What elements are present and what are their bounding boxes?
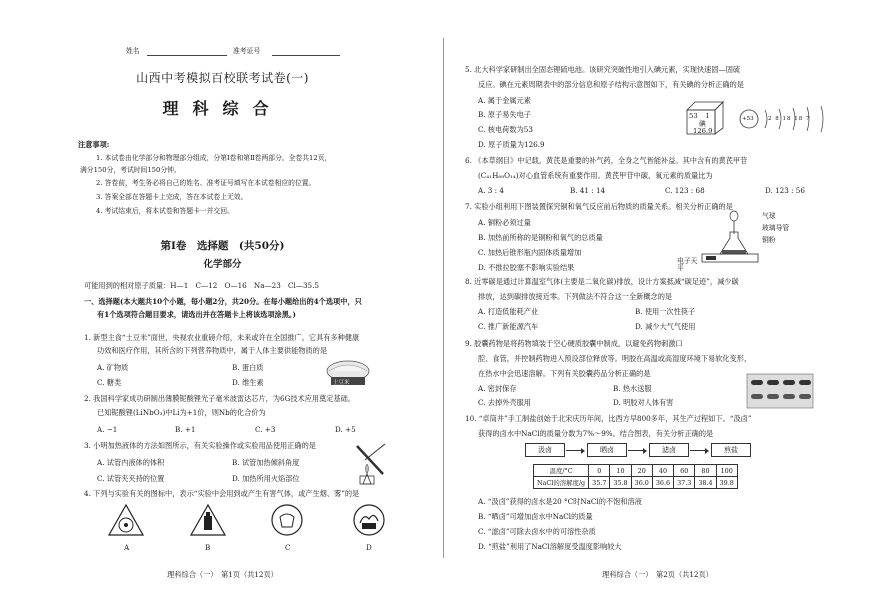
q2-option-c: C. +3	[255, 425, 276, 434]
q9-option-d: D. 明胶对人体有害	[613, 398, 674, 407]
q3-line-1: 3. 小明加热液体的方法如图所示，有关实验操作或实验用品使用正确的是	[84, 441, 316, 450]
table-cell: 100	[716, 465, 737, 477]
q3-option-c: C. 试管夹夹持的位置	[97, 474, 165, 483]
atomic-masses: 可能用到的相对原子质量：H—1 C—12 O—16 Na—23 Cl—35.5	[84, 281, 319, 290]
q9-option-c: C. 去掉外壳服用	[478, 398, 531, 407]
q6-option-c: C. 123 : 68	[665, 186, 705, 195]
hazard-symbol-d-icon	[352, 503, 386, 537]
notice-item-1b: 满分150分，考试时间150分钟。	[80, 166, 181, 174]
exam-title: 山西中考模拟百校联考试卷(一)	[136, 71, 309, 85]
table-cell: 37.3	[674, 477, 695, 489]
q10-option-b: B. “晒卤”可增加卤水中NaCl的质量	[478, 512, 593, 521]
q5-option-a: A. 属于金属元素	[478, 96, 531, 105]
notice-item-3: 3. 答案全部在答题卡上完成，答在本试卷上无效。	[96, 193, 248, 201]
rice-image-label: 土豆米	[333, 380, 350, 386]
solubility-table	[533, 464, 738, 489]
instruction-line-2: 有1个选项符合题目要求，请选出并在答题卡上将该选项涂黑。)	[97, 310, 296, 319]
q7-option-c: C. 加热后锥形瓶内固体质量增加	[478, 248, 582, 257]
q10-option-c: C. “滤卤”可除去卤水中的可溶性杂质	[478, 527, 596, 536]
q6-option-d: D. 123 : 56	[765, 186, 805, 195]
table-header-row	[534, 465, 738, 477]
table-cell: 10	[610, 465, 631, 477]
q2-line-1: 2. 我国科学家成功研制出薄膜铌酸锂光子毫米波雷达芯片，为6G技术应用奠定基础。	[84, 394, 356, 403]
q7-option-b: B. 加热前所称的是铜粉和氧气的总质量	[478, 233, 603, 242]
table-cell: 36.0	[631, 477, 652, 489]
notice-item-1: 1. 本试卷由化学部分和物理部分组成，分第Ⅰ卷和第Ⅱ卷两部分。全卷共12页，	[96, 154, 332, 162]
table-cell: 20	[631, 465, 652, 477]
q5-option-d: D. 原子质量为126.9	[478, 140, 545, 149]
notice-item-4: 4. 考试结束后，将本试卷和答题卡一并交回。	[96, 207, 234, 215]
instruction-line-1: 一、选择题(本大题共10个小题，每小题2分，共20分。在每小题给出的4个选项中，只	[84, 297, 362, 306]
q8-option-c: C. 推广新能源汽车	[478, 322, 539, 331]
q6-option-b: B. 41 : 14	[570, 186, 606, 195]
exam-id-underline	[272, 55, 340, 56]
label-glass-tube: 玻璃导管	[762, 224, 790, 232]
table-cell: 36.6	[652, 477, 673, 489]
atom-shells: 2 8 18 18 7	[768, 116, 811, 122]
hazard-symbol-c-icon	[270, 503, 304, 537]
hazard-symbol-a-icon	[108, 504, 144, 536]
flow-arrow-3	[690, 450, 708, 451]
cell-symbol: I	[706, 112, 709, 120]
notice-heading: 注意事项:	[78, 140, 110, 149]
q1-option-c: C. 糖类	[97, 378, 122, 387]
label-balloon: 气球	[762, 212, 776, 220]
right-page	[445, 0, 870, 615]
page-divider	[443, 38, 444, 558]
q2-option-d: D. +5	[335, 425, 356, 434]
hazard-symbol-b-icon	[190, 504, 226, 536]
label-copper-powder: 铜粉	[762, 236, 776, 244]
q10-option-a: A. “汲卤”获得的卤水是20 °C时NaCl的不饱和溶液	[478, 497, 642, 506]
q8-line-1: 8. 近零碳是通过计算温室气体(主要是二氧化碳)排放，设计方案抵减“碳足迹”，减少碳	[465, 277, 739, 286]
subject-title: 理科综合	[162, 99, 283, 118]
q6-line-1: 6. 《本草纲目》中记载，黄芪是重要的补气药，全身之气皆能补益。其中含有的黄芪甲苷	[465, 156, 748, 165]
q3-option-d: D. 加热所用火焰部位	[232, 474, 300, 483]
q5-line-1: 5. 北大科学家研制出全固态锂硫电池。该研究突破性地引入碘元素，实现快速固—固硫	[465, 65, 741, 74]
q3-option-a: A. 试管内液体的体积	[97, 458, 165, 467]
q10-line-1: 10. “卓筒井”手工制盐创始于北宋庆历年间，比西方早800多年，其生产过程如下。“汲卤”	[465, 414, 752, 423]
q2-line-2: 已知铌酸锂(LiNbO₃)中Li为+1价，则Nb的化合价为	[97, 408, 266, 417]
flow-step-4: 煎盐	[711, 443, 751, 457]
cell-number: 53	[689, 112, 698, 120]
q3-option-b: B. 试管加热倾斜角度	[232, 458, 300, 467]
q5-line-2: 反应。碘在元素周期表中的部分信息和原子结构示意图如下，有关碘的分析正确的是	[478, 80, 744, 89]
table-cell: 80	[695, 465, 716, 477]
q1-line-2: 功效和医疗作用，其所含的下列营养物质中，属于人体主要供能物质的是	[97, 346, 328, 355]
table-row	[534, 477, 738, 489]
cell-mass: 126.9	[693, 127, 713, 135]
table-cell: 40	[652, 465, 673, 477]
q1-option-b: B. 蛋白质	[232, 363, 264, 372]
flask-balance-diagram	[700, 210, 760, 270]
section-title: 第Ⅰ卷 选择题 (共50分)	[160, 240, 285, 252]
q7-option-a: A. 铜粉必须过量	[478, 218, 531, 227]
q9-line-1: 9. 胶囊药物是将药物填装于空心硬质胶囊中制成，以避免药物刺激口	[465, 339, 683, 348]
q4-label-c: C	[285, 543, 291, 552]
q9-line-2: 腔、食管，并控制药物进入预设部位释放等。明胶在高温或高湿度环境下易软化变形，	[478, 354, 752, 363]
q10-line-2: 获得的卤水中NaCl的质量分数为7%～9%。结合图表，有关分析正确的是	[478, 429, 714, 438]
right-footer: 理科综合（一） 第2页（共12页）	[602, 570, 713, 579]
q8-option-a: A. 打造低能耗产业	[478, 307, 539, 316]
table-cell: 38.4	[695, 477, 716, 489]
flow-step-3: 滤卤	[649, 443, 689, 457]
q4-label-b: B	[205, 543, 211, 552]
left-footer: 理科综合（一） 第1页（共12页）	[167, 570, 278, 579]
flow-arrow-1	[566, 450, 584, 451]
q4-line-1: 4. 下列与实验有关的图标中，表示“实验中会用到或产生有害气体，或产生烟、雾”的是	[84, 489, 360, 498]
flow-arrow-2	[628, 450, 646, 451]
atom-nucleus: +53	[742, 116, 754, 122]
capsule-pills-image	[745, 372, 815, 410]
q1-option-d: D. 维生素	[232, 378, 264, 387]
q5-option-c: C. 核电荷数为53	[478, 125, 533, 134]
part-title: 化学部分	[203, 259, 242, 270]
q7-option-d: D. 不推拉胶塞不影响实验结果	[478, 263, 575, 272]
q9-line-3: 在热水中会迅速溶解。下列有关胶囊药品分析正确的是	[478, 369, 651, 378]
flow-step-2: 晒卤	[587, 443, 627, 457]
q1-line-1: 1. 新型主食“土豆米”面世，央视农业重磅介绍，未来或许在全国推广。它具有多种健康	[84, 333, 360, 342]
cell-name: 碘	[699, 120, 706, 128]
q2-option-b: B. +1	[175, 425, 196, 434]
name-label: 姓名	[126, 47, 140, 55]
q5-option-b: B. 原子易失电子	[478, 110, 531, 119]
q6-line-2: (C₄₁H₆₈O₁₄)对心血管系统有重要作用。黄芪甲苷中碳、氧元素的质量比为	[478, 171, 713, 180]
label-electronic-balance: 电子天平	[677, 257, 698, 272]
q10-option-d: D. “煎盐”利用了NaCl溶解度受温度影响较大	[478, 542, 622, 551]
table-cell: 60	[674, 465, 695, 477]
q8-option-b: B. 使用一次性筷子	[635, 307, 696, 316]
name-underline	[147, 55, 227, 56]
test-tube-heating-diagram	[345, 440, 395, 486]
flow-step-1: 汲卤	[525, 443, 565, 457]
q4-label-d: D	[366, 543, 372, 552]
q6-option-a: A. 3 : 4	[478, 186, 504, 195]
q8-option-d: D. 减少大气气使用	[635, 322, 696, 331]
table-cell: 35.8	[610, 477, 631, 489]
table-cell: 39.8	[716, 477, 737, 489]
notice-item-2: 2. 答卷前，考生务必将自己的姓名、准考证号填写在本试卷相应的位置。	[96, 179, 316, 187]
q7-line-1: 7. 实验小组利用下图装置探究铜和氧气反应前后物质的质量关系。相关分析正确的是	[465, 202, 733, 211]
q8-line-2: 排放，达到碳排放接近零。下列做法不符合这一全新概念的是	[478, 292, 673, 301]
q9-option-b: B. 热水送服	[613, 384, 652, 393]
table-cell: 35.7	[589, 477, 610, 489]
q2-option-a: A. −1	[97, 425, 118, 434]
exam-id-label: 准考证号	[233, 47, 261, 55]
table-cell: 温度/°C	[534, 465, 589, 477]
table-cell: NaCl的溶解度/g	[534, 477, 589, 489]
table-cell: 0	[589, 465, 610, 477]
q4-label-a: A	[124, 543, 130, 552]
q1-option-a: A. 矿物质	[97, 363, 129, 372]
q9-option-a: A. 密封保存	[478, 384, 517, 393]
